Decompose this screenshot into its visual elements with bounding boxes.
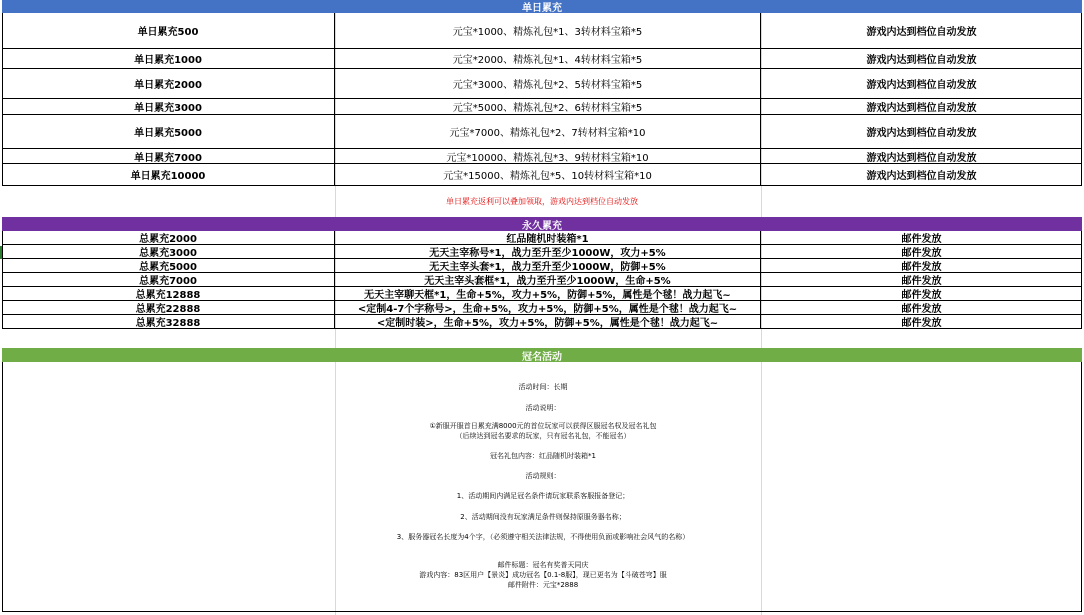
daily-method-cell[interactable]: 游戏内达到档位自动发放 — [866, 103, 977, 114]
naming-section-header[interactable]: 冠名活动 — [2, 348, 1082, 362]
permanent-method-cell[interactable]: 邮件发放 — [901, 304, 942, 314]
permanent-reward-cell[interactable]: <定制时装>，生命+5%，攻力+5%，防御+5%，属性是个毬！战力起飞~ — [335, 315, 761, 328]
daily-tier-cell[interactable]: 单日累充10000 — [2, 164, 335, 185]
daily-method-cell[interactable]: 游戏内达到档位自动发放 — [866, 152, 977, 163]
daily-reward-cell[interactable]: 元宝*10000、精炼礼包*3、9转材料宝箱*10 — [335, 149, 761, 163]
daily-tier-cell[interactable]: 单日累充500 — [2, 13, 335, 48]
permanent-reward-cell[interactable]: 无天主宰头套*1，战力至升至少1000W，防御+5% — [335, 259, 761, 272]
permanent-reward-cell[interactable]: 无天主宰聊天框*1，生命+5%，攻力+5%，防御+5%，属性是个毬！战力起飞~ — [335, 287, 761, 300]
event-rules-label: 活动规则： — [525, 472, 561, 480]
daily-reward-cell[interactable]: 元宝*1000、精炼礼包*1、3转材料宝箱*5 — [335, 13, 761, 48]
mail-attachment: 邮件附件：元宝*2888 — [507, 581, 579, 589]
daily-tier-cell[interactable]: 单日累充3000 — [2, 99, 335, 114]
permanent-tier-cell[interactable]: 总累充22888 — [2, 301, 335, 314]
daily-method-cell[interactable]: 游戏内达到档位自动发放 — [866, 55, 977, 66]
event-desc-2: （后续达到冠名要求的玩家，只有冠名礼包，不能冠名） — [455, 432, 631, 440]
event-rule-3: 3、服务器冠名长度为4个字，（必须遵守相关法律法规，不得使用负面或影响社会风气的名称） — [396, 533, 690, 541]
daily-note[interactable]: 单日累充返利可以叠加领取，游戏内达到档位自动发放 — [446, 197, 638, 206]
permanent-method-cell[interactable]: 邮件发放 — [901, 262, 942, 272]
mail-content: 游戏内容：83区用户【景炎】成功冠名【0.1-8服】，现已更名为【斗破苍穹】服 — [419, 571, 667, 579]
daily-reward-cell[interactable]: 元宝*7000、精炼礼包*2、7转材料宝箱*10 — [335, 115, 761, 148]
daily-reward-cell[interactable]: 元宝*15000、精炼礼包*5、10转材料宝箱*10 — [335, 164, 761, 185]
daily-table-border — [2, 13, 1082, 186]
permanent-tier-cell[interactable]: 总累充7000 — [2, 273, 335, 286]
daily-reward-cell[interactable]: 元宝*5000、精炼礼包*2、6转材料宝箱*5 — [335, 99, 761, 114]
permanent-reward-cell[interactable]: <定制4-7个字称号>，生命+5%，攻力+5%，防御+5%，属性是个毬！战力起飞~ — [335, 301, 761, 314]
event-rule-1: 1、活动期间内满足冠名条件请玩家联系客服报备登记； — [456, 492, 630, 500]
daily-reward-cell[interactable]: 元宝*2000、精炼礼包*1、4转材料宝箱*5 — [335, 49, 761, 68]
event-gift: 冠名礼包内容：红品随机时装箱*1 — [490, 452, 596, 460]
naming-event-content[interactable] — [2, 362, 1082, 612]
permanent-method-cell[interactable]: 邮件发放 — [901, 234, 942, 244]
daily-tier-cell[interactable]: 单日累充1000 — [2, 49, 335, 68]
permanent-table-border — [2, 231, 1082, 329]
permanent-method-cell[interactable]: 邮件发放 — [901, 290, 942, 300]
permanent-reward-cell[interactable]: 无天主宰头套框*1，战力至升至少1000W，生命+5% — [335, 273, 761, 286]
permanent-reward-cell[interactable]: 无天主宰称号*1，战力至升至少1000W，攻力+5% — [335, 245, 761, 258]
permanent-reward-cell[interactable]: 红品随机时装箱*1 — [335, 231, 761, 244]
event-desc-label: 活动说明： — [525, 404, 561, 412]
daily-section-header[interactable]: 单日累充 — [2, 0, 1082, 13]
daily-method-cell[interactable]: 游戏内达到档位自动发放 — [866, 80, 977, 91]
daily-tier-cell[interactable]: 单日累充7000 — [2, 149, 335, 163]
permanent-method-cell[interactable]: 邮件发放 — [901, 276, 942, 286]
permanent-tier-cell[interactable]: 总累充32888 — [2, 315, 335, 328]
mail-title: 邮件标题：冠名有奖普天同庆 — [497, 561, 589, 569]
daily-reward-cell[interactable]: 元宝*3000、精炼礼包*2、5转材料宝箱*5 — [335, 69, 761, 98]
selected-row-marker — [0, 246, 2, 259]
permanent-method-cell[interactable]: 邮件发放 — [901, 248, 942, 258]
daily-method-cell[interactable]: 游戏内达到档位自动发放 — [866, 128, 977, 139]
permanent-tier-cell[interactable]: 总累充5000 — [2, 259, 335, 272]
daily-tier-cell[interactable]: 单日累充5000 — [2, 115, 335, 148]
permanent-section-header[interactable]: 永久累充 — [2, 217, 1082, 231]
daily-method-cell[interactable]: 游戏内达到档位自动发放 — [866, 171, 977, 182]
event-desc-1: ①新服开服首日累充满8000元的首位玩家可以获得区服冠名权及冠名礼包 — [429, 422, 657, 430]
event-rule-2: 2、活动期间没有玩家满足条件则保持原服务器名称； — [460, 513, 626, 521]
permanent-method-cell[interactable]: 邮件发放 — [901, 318, 942, 328]
daily-method-cell[interactable]: 游戏内达到档位自动发放 — [866, 27, 977, 38]
permanent-tier-cell[interactable]: 总累充12888 — [2, 287, 335, 300]
permanent-tier-cell[interactable]: 总累充2000 — [2, 231, 335, 244]
daily-tier-cell[interactable]: 单日累充2000 — [2, 69, 335, 98]
event-time: 活动时间：长期 — [518, 383, 568, 391]
permanent-tier-cell[interactable]: 总累充3000 — [2, 245, 335, 258]
